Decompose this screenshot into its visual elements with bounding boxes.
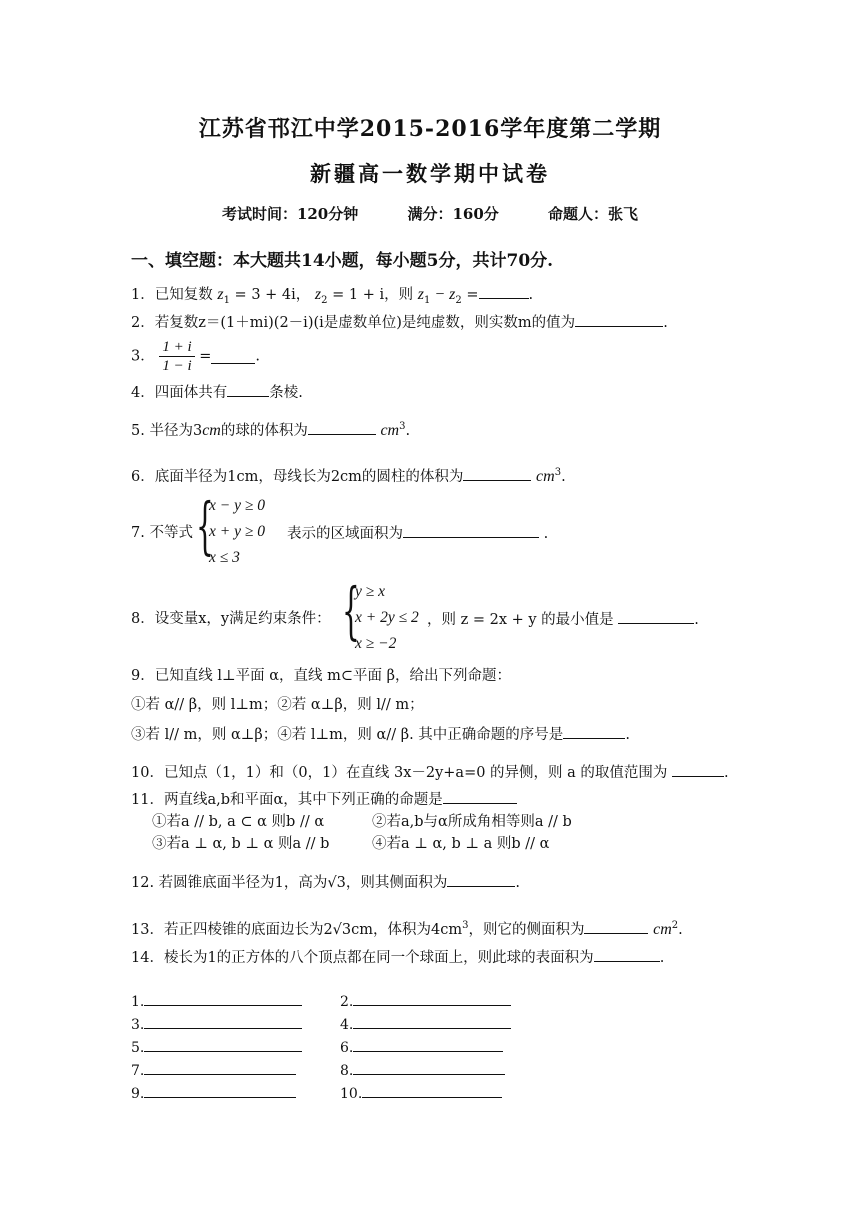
exam-subtitle: 新疆高一数学期中试卷: [310, 161, 550, 186]
question-12: 12. 若圆锥底面半径为1，高为√3，则其侧面积为 .: [131, 872, 520, 893]
fraction: $\frac{1 + i}{1 - i}$: [159, 338, 194, 375]
exam-info: [0, 203, 860, 224]
answer-line-7[interactable]: 7.: [131, 1060, 296, 1079]
question-13: 13．若正四棱锥的底面边长为2√3cm，体积为$4cm^3$，则它的侧面积为 $cm^2$.: [131, 920, 683, 938]
answer-line-2[interactable]: 2.: [340, 991, 511, 1010]
option-4: ④若a ⊥ α, b ⊥ a 则b // α: [372, 836, 550, 852]
answer-blank: [563, 724, 625, 739]
question-author: 命题人：张飞: [548, 205, 639, 223]
question-6: 6．底面半径为1cm，母线长为2cm的圆柱的体积为 $cm^3$.: [131, 467, 566, 485]
inequality-system: x − y ≥ 0 x + y ≥ 0 x ≤ 3: [209, 497, 265, 566]
answer-line-4[interactable]: 4.: [340, 1014, 511, 1033]
answer-line-6[interactable]: 6.: [340, 1037, 503, 1056]
exam-time: 考试时间：120分钟: [221, 205, 359, 223]
answer-blank: [463, 466, 531, 481]
answer-blank: [227, 382, 269, 397]
answer-blank: [443, 789, 517, 804]
answer-blank: [584, 919, 648, 934]
option-2: ②若a,b与α所成角相等则a // b: [372, 814, 572, 830]
answer-line-5[interactable]: 5.: [131, 1037, 302, 1056]
constraint-system: y ≥ x x + 2y ≤ 2 x ≥ −2: [355, 583, 419, 652]
question-1: 1．已知复数 $z_1 = 3 + 4i$， $z_2 = 1 + i$，则 $z_1 - z_2$ = .: [131, 286, 534, 306]
full-score: 满分：160分: [407, 205, 499, 223]
question-14: 14．棱长为1的正方体的八个顶点都在同一个球面上，则此球的表面积为 .: [131, 947, 664, 968]
answer-blank: [618, 609, 694, 624]
answer-blank: [479, 284, 529, 299]
question-4: 4．四面体共有 条棱.: [131, 382, 303, 403]
answer-line-9[interactable]: 9.: [131, 1083, 296, 1102]
answer-blank: [447, 872, 515, 887]
answer-blank: [211, 349, 255, 364]
section-heading: 一、填空题：本大题共14小题，每小题5分，共计70分.: [131, 251, 554, 271]
answer-blank: [672, 762, 724, 777]
question-2: 2．若复数z＝(1＋mi)(2－i)(i是虚数单位)是纯虚数，则实数m的值为 .: [131, 312, 668, 333]
answer-line-1[interactable]: 1.: [131, 991, 302, 1010]
question-5: 5. 半径为3cm的球的体积为 $cm^3$.: [131, 421, 411, 439]
option-1: ①若a // b, a ⊂ α 则b // α: [152, 814, 325, 830]
answer-line-8[interactable]: 8.: [340, 1060, 505, 1079]
answer-line-10[interactable]: 10.: [340, 1083, 502, 1102]
question-3: 3． $\frac{1 + i}{1 - i}$ = .: [131, 339, 261, 374]
answer-blank: [575, 312, 663, 327]
option-3: ③若a ⊥ α, b ⊥ α 则a // b: [152, 836, 330, 852]
exam-title: 江苏省邗江中学2015-2016学年度第二学期: [198, 116, 662, 142]
answer-blank: [403, 523, 539, 538]
left-brace: {: [196, 489, 214, 562]
left-brace: {: [342, 574, 360, 647]
answer-blank: [308, 420, 376, 435]
answer-line-3[interactable]: 3.: [131, 1014, 302, 1033]
answer-blank: [594, 947, 660, 962]
question-10: 10．已知点（1，1）和（0，1）在直线 3x－2y+a=0 的异侧，则 a 的取值范围为 .: [131, 762, 729, 783]
